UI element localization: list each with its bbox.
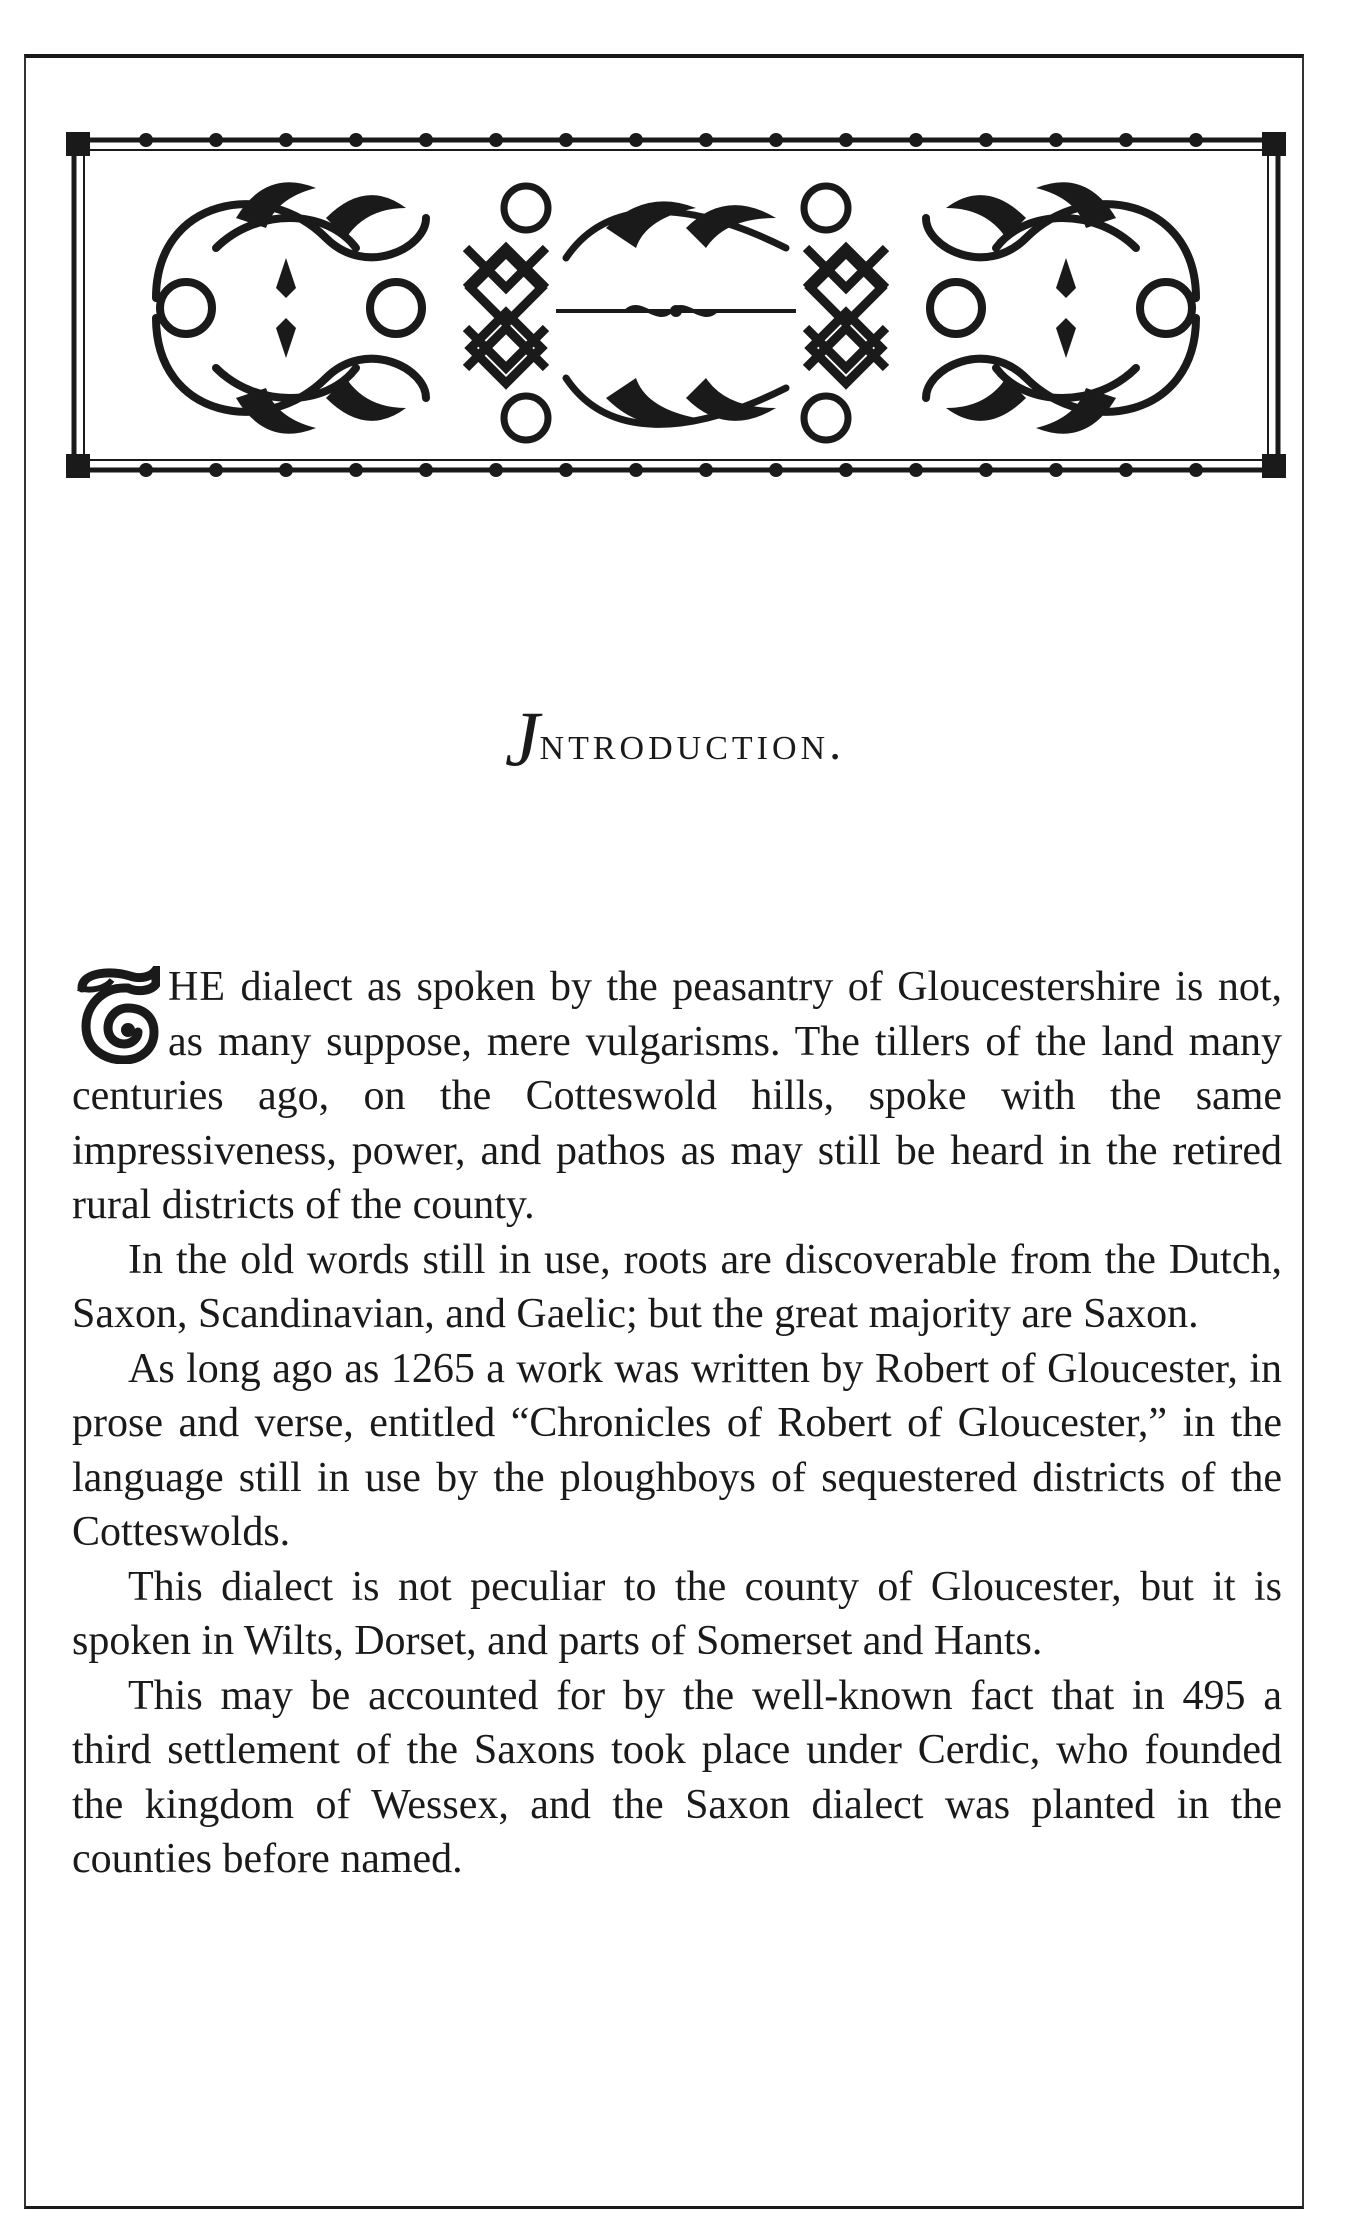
drop-cap-t-icon: [72, 966, 160, 1064]
paragraph-4: This dialect is not peculiar to the county of Gloucester, but it is spoken in Wilts, Dorset, and parts of Somerset and Hants.: [72, 1563, 1282, 1664]
first-word: HE: [168, 964, 226, 1010]
body-text: [72, 960, 1282, 1887]
headpiece-ornament-icon: [66, 128, 1286, 490]
paragraph-1-text: dialect as spoken by the peasantry of Gloucestershire is not, as many suppose, mere vulgarisms. The tillers of the land many centuries ago, on the Cotteswold hills, spoke with the same impressiveness, power, and pathos as may still be heard in the retired rural districts of the county.: [72, 964, 1282, 1228]
title-rest: ntroduction.: [539, 717, 846, 770]
paragraph-5: This may be accounted for by the well-known fact that in 495 a third settlement of the Saxons took place under Cerdic, who founded the kingdom of Wessex, and the Saxon dialect was planted in the counties before named.: [72, 1672, 1282, 1882]
ornamental-headpiece: [66, 128, 1286, 490]
paragraph-2: In the old words still in use, roots are discoverable from the Dutch, Saxon, Scandinavian, and Gaelic; but the great majority are Saxon.: [72, 1236, 1282, 1337]
paragraph-3: As long ago as 1265 a work was written by Robert of Gloucester, in prose and verse, entitled “Chronicles of Robert of Gloucester,” in the language still in use by the ploughboys of sequestered districts of the Cotteswolds.: [72, 1345, 1282, 1555]
chapter-title: [0, 695, 1350, 782]
drop-cap-initial: [72, 966, 160, 1064]
paragraph-1: [72, 960, 1282, 1233]
title-initial: J: [504, 695, 540, 782]
